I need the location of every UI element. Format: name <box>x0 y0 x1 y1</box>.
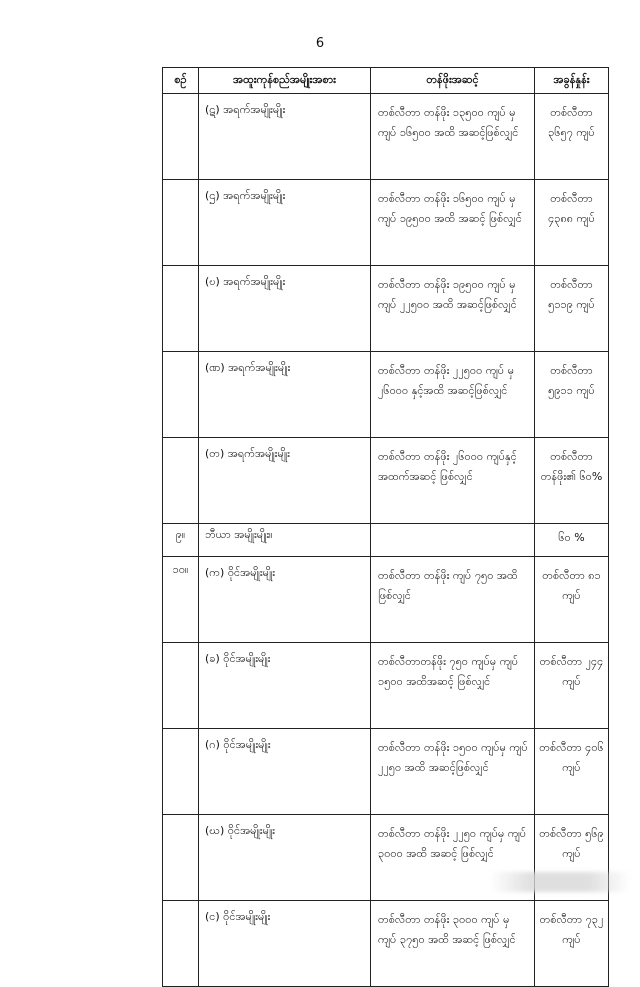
header-tax-rate: အခွန်နှုန်း <box>535 68 609 94</box>
cell-goods-type: (င) ဝိုင်အမျိုးမျိုး <box>199 901 371 987</box>
cell-serial-no: ၁၀။ <box>163 557 199 643</box>
table-row <box>163 901 609 987</box>
blurred-watermark <box>490 872 630 892</box>
cell-serial-no <box>163 266 199 352</box>
cell-value-level <box>371 524 535 557</box>
table-row <box>163 94 609 180</box>
cell-tax-rate: တစ်လီတာ ၅၉၁၁ ကျပ် <box>535 352 609 438</box>
cell-tax-rate: တစ်လီတာ ၄၃၈၈ ကျပ် <box>535 180 609 266</box>
cell-goods-type: (ဎ) အရက်အမျိုးမျိုး <box>199 266 371 352</box>
cell-tax-rate: တစ်လီတာ ၈၁ ကျပ် <box>535 557 609 643</box>
cell-value-level: တစ်လီတာ တန်ဖိုး ၂၆၀၀၀ ကျပ်နှင့် အထက်အဆင့် ဖြစ်လျှင် <box>371 438 535 524</box>
cell-goods-type: (ဏ) အရက်အမျိုးမျိုး <box>199 352 371 438</box>
cell-serial-no <box>163 94 199 180</box>
table-row <box>163 266 609 352</box>
table-row <box>163 643 609 729</box>
cell-serial-no <box>163 729 199 815</box>
cell-tax-rate: တစ်လီတာ တန်ဖိုး၏ ၆၀% <box>535 438 609 524</box>
table-row <box>163 180 609 266</box>
cell-tax-rate: တစ်လီတာ ၅၆၉ ကျပ် <box>535 815 609 901</box>
table-row <box>163 438 609 524</box>
cell-value-level: တစ်လီတာ တန်ဖိုး ၃၀၀၀ ကျပ် မှ ကျပ် ၃၇၅၀ အထိ အဆင့် ဖြစ်လျှင် <box>371 901 535 987</box>
cell-tax-rate: တစ်လီတာ ၂၄၄ ကျပ် <box>535 643 609 729</box>
header-goods-type: အထူးကုန်စည်အမျိုးအစား <box>199 68 371 94</box>
table-row <box>163 729 609 815</box>
table-body <box>163 94 609 987</box>
cell-tax-rate: တစ်လီတာ ၃၆၅၇ ကျပ် <box>535 94 609 180</box>
cell-goods-type: (က) ဝိုင်အမျိုးမျိုး <box>199 557 371 643</box>
cell-value-level: တစ်လီတာ တန်ဖိုး ၂၂၅၀ ကျပ်မှ ကျပ် ၃၀၀၀ အထိ အဆင့် ဖြစ်လျှင် <box>371 815 535 901</box>
cell-serial-no <box>163 352 199 438</box>
cell-goods-type: (ခ) ဝိုင်အမျိုးမျိုး <box>199 643 371 729</box>
cell-value-level: တစ်လီတာ တန်ဖိုး ၂၂၅၀၀ ကျပ် မှ ၂၆၀၀၀ နှင့်အထိ အဆင့်ဖြစ်လျှင် <box>371 352 535 438</box>
cell-value-level: တစ်လီတာတန်ဖိုး ၇၅၀ ကျပ်မှ ကျပ် ၁၅၀၀ အထိအဆင့် ဖြစ်လျှင် <box>371 643 535 729</box>
cell-tax-rate: တစ်လီတာ ၄၀၆ ကျပ် <box>535 729 609 815</box>
header-serial-no: စဉ် <box>163 68 199 94</box>
cell-serial-no <box>163 180 199 266</box>
cell-serial-no: ၉။ <box>163 524 199 557</box>
table-header-row <box>163 68 609 94</box>
cell-goods-type: (ဂ) ဝိုင်အမျိုးမျိုး <box>199 729 371 815</box>
cell-serial-no <box>163 901 199 987</box>
cell-tax-rate: တစ်လီတာ ၅၁၁၉ ကျပ် <box>535 266 609 352</box>
cell-value-level: တစ်လီတာ တန်ဖိုး ကျပ် ၇၅၀ အထိ ဖြစ်လျှင် <box>371 557 535 643</box>
cell-value-level: တစ်လီတာ တန်ဖိုး ၁၃၅၀၀ ကျပ် မှ ကျပ် ၁၆၅၀၀ အထိ အဆင့်ဖြစ်လျှင် <box>371 94 535 180</box>
table-row <box>163 557 609 643</box>
cell-tax-rate: တစ်လီတာ ၇၃၂ ကျပ် <box>535 901 609 987</box>
cell-serial-no <box>163 815 199 901</box>
cell-goods-type: (ဌ) အရက်အမျိုးမျိုး <box>199 180 371 266</box>
cell-goods-type: (ဋ) အရက်အမျိုးမျိုး <box>199 94 371 180</box>
cell-tax-rate: ၆၀ % <box>535 524 609 557</box>
tax-rate-table <box>162 67 609 987</box>
table-row <box>163 352 609 438</box>
cell-value-level: တစ်လီတာ တန်ဖိုး ၁၉၅၀၀ ကျပ် မှ ကျပ် ၂၂၅၀၀ အထိ အဆင့်ဖြစ်လျှင် <box>371 266 535 352</box>
cell-value-level: တစ်လီတာ တန်ဖိုး ၁၅၀၀ ကျပ်မှ ကျပ် ၂၂၅၀ အထိ အဆင့်ဖြစ်လျှင် <box>371 729 535 815</box>
cell-goods-type: (ဃ) ဝိုင်အမျိုးမျိုး <box>199 815 371 901</box>
cell-goods-type: (တ) အရက်အမျိုးမျိုး <box>199 438 371 524</box>
cell-serial-no <box>163 438 199 524</box>
header-value-level: တန်ဖိုးအဆင့် <box>371 68 535 94</box>
page-number: 6 <box>315 36 325 51</box>
table-row <box>163 524 609 557</box>
cell-serial-no <box>163 643 199 729</box>
cell-value-level: တစ်လီတာ တန်ဖိုး ၁၆၅၀၀ ကျပ် မှ ကျပ် ၁၉၅၀၀ အထိ အဆင့် ဖြစ်လျှင် <box>371 180 535 266</box>
cell-goods-type: ဘီယာ အမျိုးမျိုး။ <box>199 524 371 557</box>
